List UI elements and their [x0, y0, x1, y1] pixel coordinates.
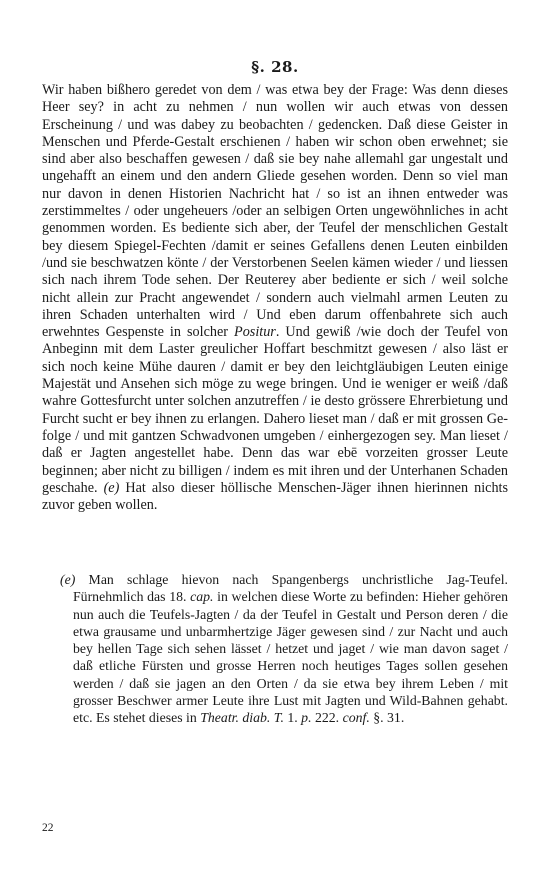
page-number: 22 [42, 822, 54, 834]
footnote-segment: 1. [283, 710, 302, 726]
footnote [60, 571, 508, 727]
body-paragraph [42, 82, 508, 514]
body-segment: Hat also dieser höllische Menschen-Jäger ihnen hierinnen nichts zuvor geben wollen. [42, 479, 508, 514]
footnote-marker: (e) [60, 572, 76, 587]
body-segment-italic: Positur [234, 324, 276, 341]
body-segment: Wir haben bißhero geredet von dem / was etwa bey der Frage: Was denn dieses Heer sey? in acht zu nehmen / nun wollen wir auch etwas von dessen Erscheinung / und was dabey zu beobachten / gedencken. Daß diese Geister in Menschen und Pferde-Gestalt erschienen / haben wir schon oben erwehnet; sie sind aber also beschaffen gewesen / daß sie bey nahe allemahl gar ungestalt und ungehafft an einem und den andern Gliede gesehen worden. Denn so viel man nur davon in denen Historien Nachricht hat / so ist an ihnen entweder was zerstimmeltes / oder ungeheuers /oder an selbigen Orten ungewöhnliches in acht genommen worden. Es bediente sich aber, der Teufel der menschlichen Gestalt bey diesem Spiegel-Fechten /damit er seines Gefallens denen Leuten einbilden /und sie beschwatzen könte / der Verstorbenen Seelen kämen wieder / und liessen sich nach ihrem Tode sehen. Der Reuterey aber bediente er sich / weil solche nicht allein zur Pracht angewendet / sondern auch vielmahl armen Leuten zu ihren Schaden unterhalten wird / Und eben darum offenbahrete sich auch erwehntes Gespenste in solcher [42, 82, 508, 341]
footnote-paragraph [60, 571, 509, 727]
footnote-segment-italic: p. [301, 710, 312, 726]
footnote-segment-italic: Theatr. diab. T. [200, 710, 284, 726]
document-page [42, 0, 508, 880]
footnote-segment: in welchen diese Worte zu befinden: Hieher gehören nun auch die Teufels-Jagten / da der Teufel in Gestalt und Person deren / die etwa grausame und unbarmhertzige Jäger gewesen sind / zur Nacht und auch bey hellen Tage sich sehen lässet / hetzet und jaget / wie man davon saget / daß etliche Fürsten und grosse Herren noch heutiges Tages sollen gesehen werden / daß sie jagen an den Orten / da sie etwa bey ihrem Leben / mit grosser Beschwer armer Leute ihre Lust mit Jagten und Wild-Bahnen gehabt. etc. Es stehet dieses in [73, 589, 509, 726]
footnote-segment: §. 31. [369, 710, 405, 726]
footnote-segment-italic: cap. [190, 589, 214, 605]
body-text [42, 82, 508, 514]
section-heading: §. 28. [251, 58, 299, 76]
footnote-segment: 222. [311, 710, 343, 726]
body-segment: . Und gewiß /wie doch der Teufel von Anbeginn mit dem Laster greulicher Hoffart beschmitzt gewesen / also läst er sich noch keine Mühe dauren / damit er bey den leichtgläubigen Leuten einige Majestät und Ansehen sich möge zu wege bringen. Und ie weniger er weiß /daß wahre Gottesfurcht unter solchen anzutreffen / ie desto grössere Ehrerbietung und Furcht sucht er bey ihnen zu erlangen. Dahero lieset man / daß er mit grossen Gefolge / und mit gantzen Schwadvonen umgeben / einhergezogen sey. Man lieset / daß er Jagten angestellet habe. Denn das war ebē vorzeiten grosser Leute beginnen; aber nicht zu billigen / indem es mit ihren und der Unterhanen Schaden geschahe. [42, 324, 508, 496]
footnote-reference: (e) [103, 479, 120, 496]
footnote-segment-italic: conf. [342, 710, 370, 726]
footnote-segment: Man schlage hievon nach Spangenbergs unchristliche Jag-Teufel. Fürnehmlich das 18. [73, 572, 508, 605]
